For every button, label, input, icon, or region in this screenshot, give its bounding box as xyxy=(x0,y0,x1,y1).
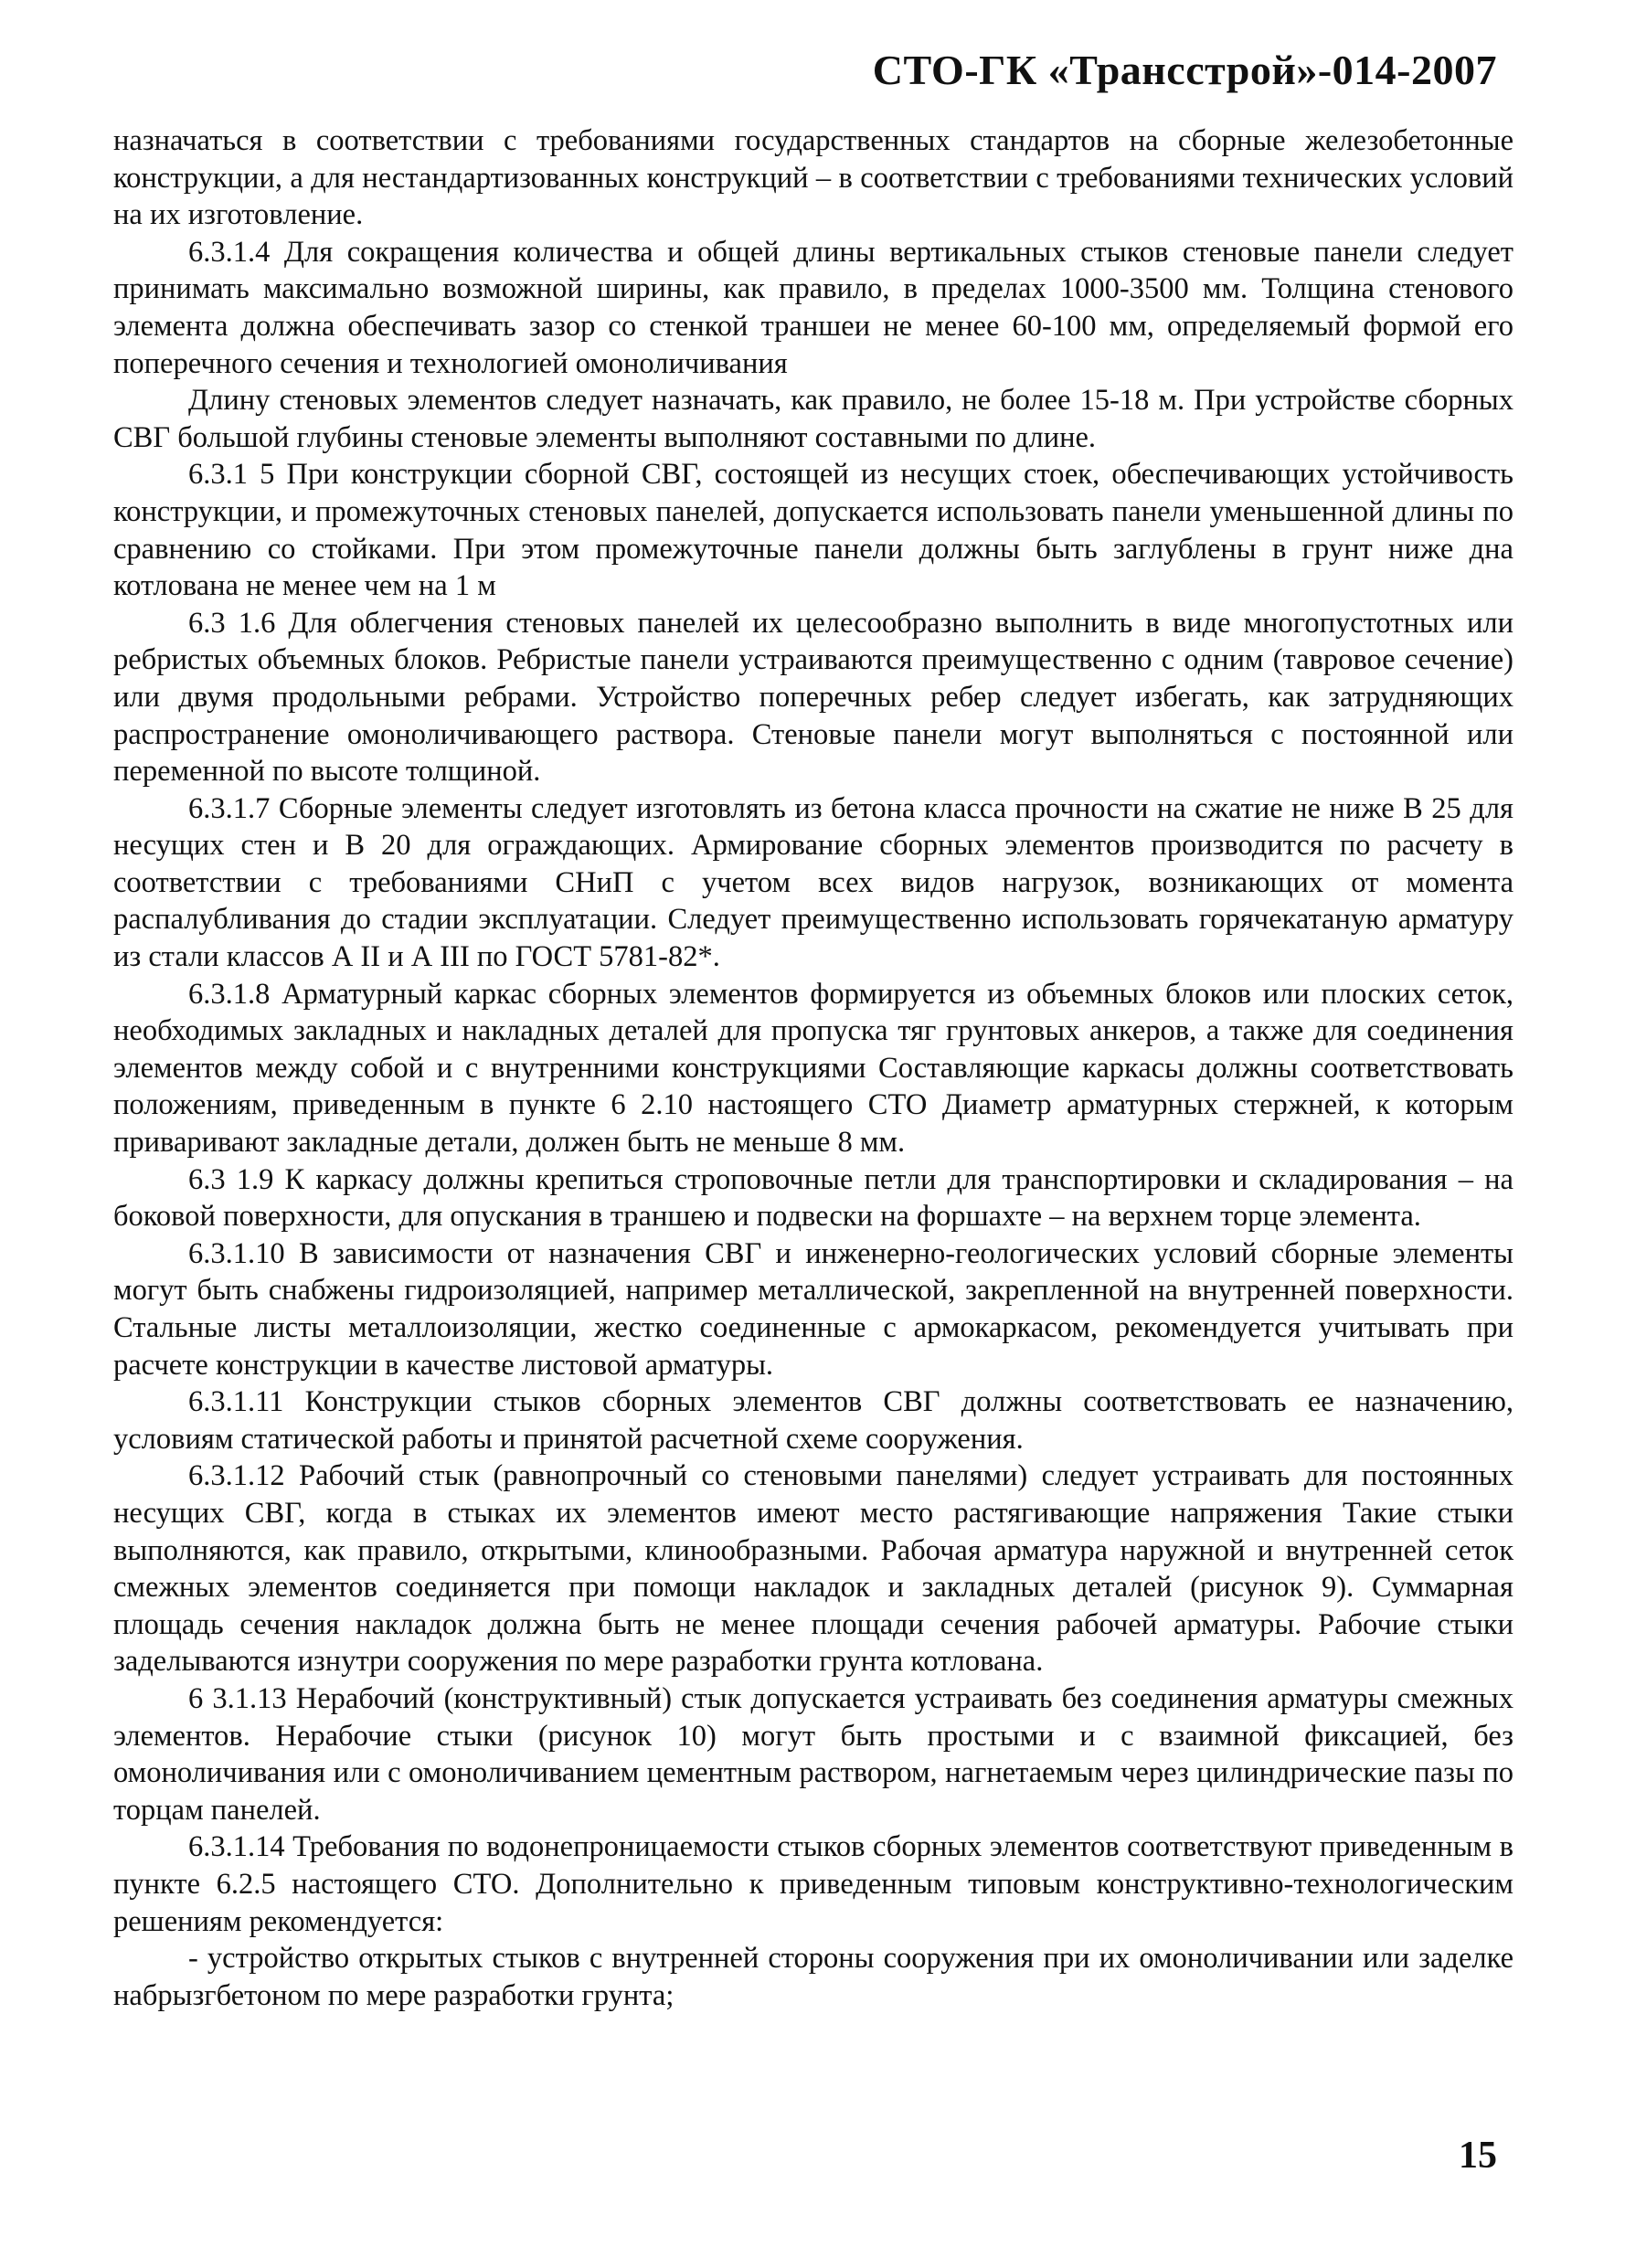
paragraph-6-3-1-14: 6.3.1.14 Требования по водонепроницаемости стыков сборных элементов соответствуют приведенным в пункте 6.2.5 настоящего СТО. Дополнительно к приведенным типовым конструктивно-технологическим решениям рекомендуется: xyxy=(113,1830,1513,1938)
paragraph-continuation: назначаться в соответствии с требованиями государственных стандартов на сборные железобетонные конструкции, а для нестандартизованных конструкций – в соответствии с требованиями технических условий на их изготовление. xyxy=(113,124,1513,232)
paragraph-6-3-1-13: 6 3.1.13 Нерабочий (конструктивный) стык допускается устраивать без соединения арматуры смежных элементов. Нерабочие стыки (рисунок 10) могут быть простыми и с взаимной фиксацией, без омоноличивания или с омоноличиванием цементным раствором, нагнетаемым через цилиндрические пазы по торцам панелей. xyxy=(113,1681,1513,1827)
page-number: 15 xyxy=(1459,2135,1497,2177)
paragraph-6-3-1-12: 6.3.1.12 Рабочий стык (равнопрочный со стеновыми панелями) следует устраивать для постоянных несущих СВГ, когда в стыках их элементов имеют место растягивающие напряжения Такие стыки выполняются, как правило, открытыми, клинообразными. Рабочая арматура наружной и внутренней сеток смежных элементов соединяется при помощи накладок и закладных деталей (рисунок 9). Суммарная площадь сечения накладок должна быть не менее площади сечения рабочей арматуры. Рабочие стыки заделываются изнутри сооружения по мере разработки грунта котлована. xyxy=(113,1459,1513,1679)
body-text xyxy=(113,122,1513,2014)
paragraph-6-3-1-6: 6.3 1.6 Для облегчения стеновых панелей их целесообразно выполнить в виде многопустотных или ребристых объемных блоков. Ребристые панели устраиваются преимущественно с одним (тавровое сечение) или двумя продольными ребрами. Устройство поперечных ребер следует избегать, как затрудняющих распространение омоноличивающего раствора. Стеновые панели могут выполняться с постоянной или переменной по высоте толщиной. xyxy=(113,606,1513,789)
paragraph-6-3-1-8: 6.3.1.8 Арматурный каркас сборных элементов формируется из объемных блоков или плоских сеток, необходимых закладных и накладных деталей для пропуска тяг грунтовых анкеров, а также для соединения элементов между собой и с внутренними конструкциями Составляющие каркасы должны соответствовать положениям, приведенным в пункте 6 2.10 настоящего СТО Диаметр арматурных стержней, к которым приваривают закладные детали, должен быть не меньше 8 мм. xyxy=(113,977,1513,1160)
paragraph-6-3-1-5: 6.3.1 5 При конструкции сборной СВГ, состоящей из несущих стоек, обеспечивающих устойчивость конструкции, и промежуточных стеновых панелей, допускается использовать панели уменьшенной длины по сравнению со стойками. При этом промежуточные панели должны быть заглублены в грунт ниже дна котлована не менее чем на 1 м xyxy=(113,458,1513,603)
paragraph-6-3-1-10: 6.3.1.10 В зависимости от назначения СВГ и инженерно-геологических условий сборные элементы могут быть снабжены гидроизоляцией, например металлической, закрепленной на внутренней поверхности. Стальные листы металлоизоляции, жестко соединенные с армокаркасом, рекомендуется учитывать при расчете конструкции в качестве листовой арматуры. xyxy=(113,1236,1513,1382)
paragraph-6-3-1-9: 6.3 1.9 К каркасу должны крепиться строповочные петли для транспортировки и складирования – на боковой поверхности, для опускания в траншею и подвески на форшахте – на верхнем торце элемента. xyxy=(113,1162,1513,1234)
list-item-open-joints: - устройство открытых стыков с внутренней стороны сооружения при их омоноличивании или заделке набрызгбетоном по мере разработки грунта; xyxy=(113,1942,1513,2012)
document-code-header: СТО-ГК «Трансстрой»-014-2007 xyxy=(872,47,1497,93)
paragraph-6-3-1-4: 6.3.1.4 Для сокращения количества и общей длины вертикальных стыков стеновые панели следует принимать максимально возможной ширины, как правило, в пределах 1000-3500 мм. Толщина стенового элемента должна обеспечивать зазор со стенкой траншеи не менее 60-100 мм, определяемый формой его поперечного сечения и технологией омоноличивания xyxy=(113,235,1513,380)
paragraph-element-length: Длину стеновых элементов следует назначать, как правило, не более 15-18 м. При устройстве сборных СВГ большой глубины стеновые элементы выполняют составными по длине. xyxy=(113,384,1513,454)
paragraph-6-3-1-7: 6.3.1.7 Сборные элементы следует изготовлять из бетона класса прочности на сжатие не ниже В 25 для несущих стен и В 20 для ограждающих. Армирование сборных элементов производится по расчету в соответствии с требованиями СНиП с учетом всех видов нагрузок, возникающих от момента распалубливания до стадии эксплуатации. Следует преимущественно использовать горячекатаную арматуру из стали классов А II и А III по ГОСТ 5781-82*. xyxy=(113,791,1513,974)
paragraph-6-3-1-11: 6.3.1.11 Конструкции стыков сборных элементов СВГ должны соответствовать ее назначению, условиям статической работы и принятой расчетной схеме сооружения. xyxy=(113,1385,1513,1456)
